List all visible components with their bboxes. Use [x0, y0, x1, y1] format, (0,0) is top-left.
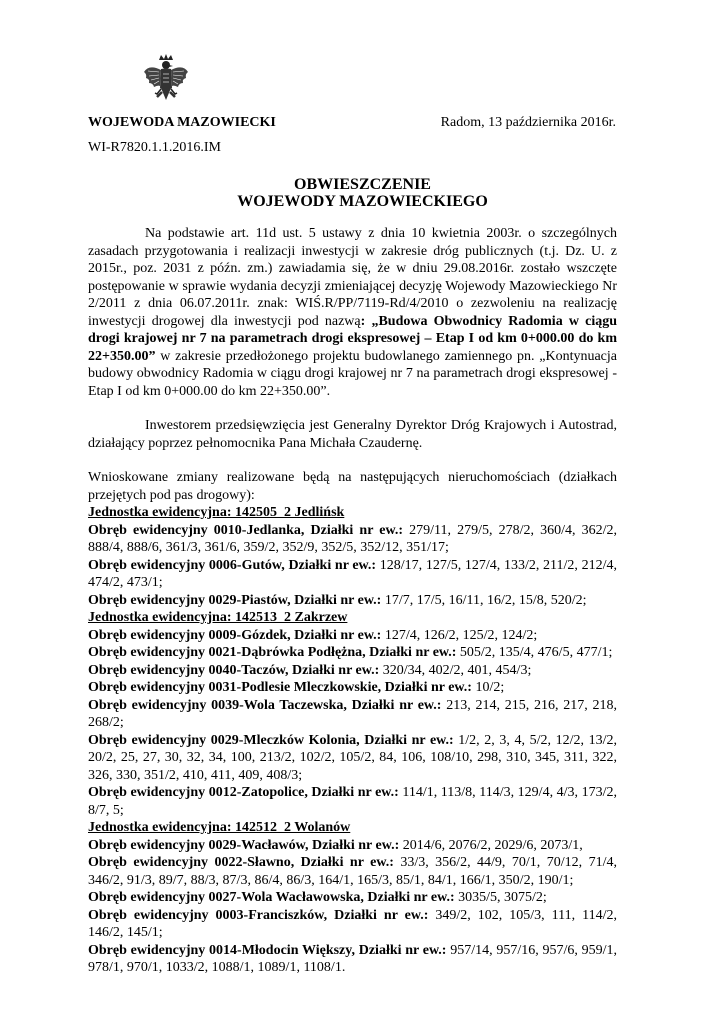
precinct-label: Obręb ewidencyjny 0003-Franciszków, Działki nr ew.: [88, 907, 429, 923]
plot-numbers: 2014/6, 2076/2, 2029/6, 2073/1, [399, 837, 583, 853]
plot-list-row [88, 907, 617, 942]
plot-list-row [88, 942, 617, 977]
document-title: OBWIESZCZENIE [294, 176, 431, 193]
plot-list-row [88, 837, 617, 855]
plot-numbers: 33/3, 356/2, 44/9, 70/1, 70/12, 71/4, 346/2, 91/3, 89/7, 88/3, 87/3, 86/4, 86/3, 164/1, 165/3, 85/1, 84/1, 166/1, 350/2, 190/1; [88, 855, 617, 888]
plot-list-row [88, 627, 617, 645]
plot-numbers: 349/2, 102, 105/3, 111, 114/2, 146/2, 145/1; [88, 907, 617, 940]
plot-list-row [88, 732, 617, 785]
plot-numbers: 114/1, 113/8, 114/3, 129/4, 4/3, 173/2, 8/7, 5; [88, 785, 617, 818]
unit-heading: Jednostka ewidencyjna: 142505_2 Jedlińsk [88, 505, 345, 520]
precinct-label: Obręb ewidencyjny 0039-Wola Taczewska, Działki nr ew.: [88, 697, 442, 713]
precinct-label: Obręb ewidencyjny 0027-Wola Wacławowska, Działki nr ew.: [88, 890, 455, 905]
reference-number: WI-R7820.1.1.2016.IM [88, 140, 221, 155]
plot-list-row [88, 522, 617, 557]
paragraph-text: Na podstawie art. 11d ust. 5 ustawy z dnia 10 kwietnia 2003r. o szczególnych zasadach przygotowania i realizacji inwestycji w zakresie dróg publicznych (t.j. Dz. U. z 2015r., poz. 2031 z późn. zm.) zawiadamia się, że w dniu 29.08.2016r. zostało wszczęte postępowanie w sprawie wydania decyzji zmieniającej decyzję Wojewody Mazowieckiego Nr 2/2011 z dnia 06.07.2011r. znak: WIŚ.R/PP/7119-Rd/4/2010 o zezwoleniu na realizację inwestycji drogowej dla inwestycji pod nazwą [88, 226, 617, 329]
plot-list-row [88, 679, 617, 697]
precinct-label: Obręb ewidencyjny 0040-Taczów, Działki nr ew.: [88, 662, 380, 678]
plot-list-row [88, 662, 617, 680]
plot-numbers: 1/2, 2, 3, 4, 5/2, 12/2, 13/2, 20/2, 25, 27, 30, 32, 34, 100, 213/2, 102/2, 105/2, 84, 106, 108/10, 298, 310, 345, 311, 322, 326, 330, 351/2, 410, 411, 409, 408/3; [88, 732, 617, 783]
eagle-emblem [143, 54, 189, 110]
plot-numbers: 128/17, 127/5, 127/4, 133/2, 211/2, 212/4, 474/2, 473/1; [88, 557, 617, 590]
plot-numbers: 957/14, 957/16, 957/6, 959/1, 978/1, 970/1, 1033/2, 1088/1, 1089/1, 1108/1. [88, 942, 617, 975]
document-subtitle: WOJEWODY MAZOWIECKIEGO [237, 193, 488, 210]
plot-numbers: 213, 214, 215, 216, 217, 218, 268/2; [88, 697, 618, 730]
place-date: Radom, 13 października 2016r. [440, 115, 616, 130]
plot-list-row [88, 854, 617, 889]
plot-list-row [88, 557, 617, 592]
precinct-label: Obręb ewidencyjny 0029-Mleczków Kolonia, Działki nr ew.: [88, 732, 454, 748]
plot-numbers: 505/2, 135/4, 476/5, 477/1; [456, 645, 613, 660]
plot-list-row [88, 644, 617, 662]
plot-numbers: 10/2; [471, 680, 505, 695]
investment-name: : „Budowa Obwodnicy Radomia w ciągu drogi krajowej nr 7 na parametrach drogi ekspresowej – Etap I od km 0+000.00 do km 22+350.00” [88, 313, 618, 364]
unit-heading: Jednostka ewidencyjna: 142512_2 Wolanów [88, 820, 351, 835]
precinct-label: Obręb ewidencyjny 0010-Jedlanka, Działki nr ew.: [88, 522, 403, 538]
unit-heading: Jednostka ewidencyjna: 142513_2 Zakrzew [88, 610, 348, 625]
plot-numbers: 3035/5, 3075/2; [454, 890, 547, 905]
precinct-label: Obręb ewidencyjny 0029-Piastów, Działki nr ew.: [88, 592, 382, 608]
precinct-label: Obręb ewidencyjny 0031-Podlesie Mleczkowskie, Działki nr ew.: [88, 680, 472, 695]
paragraph-investor: Inwestorem przedsięwzięcia jest Generalny Dyrektor Dróg Krajowych i Autostrad, działający poprzez pełnomocnika Pana Michała Czaudernę. [88, 418, 617, 451]
precinct-label: Obręb ewidencyjny 0022-Sławno, Działki nr ew.: [88, 855, 394, 870]
precinct-label: Obręb ewidencyjny 0012-Zatopolice, Działki nr ew.: [88, 785, 399, 800]
plot-list-row [88, 592, 617, 610]
precinct-label: Obręb ewidencyjny 0029-Wacławów, Działki nr ew.: [88, 837, 400, 853]
precinct-label: Obręb ewidencyjny 0021-Dąbrówka Podłężna, Działki nr ew.: [88, 645, 457, 660]
paragraph-text: w zakresie przedłożonego projektu budowlanego zamiennego pn. „Kontynuacja budowy obwodnicy Radomia w ciągu drogi krajowej nr 7 na parametrach drogi ekspresowej - Etap I od km 0+000.00 do km 22+350.00”. [88, 348, 617, 399]
plot-list-row [88, 697, 617, 732]
plot-numbers: 17/7, 17/5, 16/11, 16/2, 15/8, 520/2; [381, 592, 587, 608]
plot-list-row [88, 889, 617, 907]
plot-numbers: 320/34, 402/2, 401, 454/3; [379, 662, 532, 678]
plot-numbers: 279/11, 279/5, 278/2, 360/4, 362/2, 888/4, 888/6, 361/3, 361/6, 359/2, 352/9, 352/5, 352/12, 351/17; [88, 522, 617, 555]
paragraph-properties-intro: Wnioskowane zmiany realizowane będą na następujących nieruchomościach (działkach przejętych pod pas drogowy): [88, 470, 617, 503]
document-body [88, 225, 617, 977]
paragraph-legal-basis [88, 225, 617, 400]
plot-list-row [88, 784, 617, 819]
authority-name: WOJEWODA MAZOWIECKI [88, 115, 276, 130]
precinct-label: Obręb ewidencyjny 0009-Gózdek, Działki nr ew.: [88, 627, 382, 643]
precinct-label: Obręb ewidencyjny 0014-Młodocin Większy, Działki nr ew.: [88, 942, 447, 958]
precinct-label: Obręb ewidencyjny 0006-Gutów, Działki nr ew.: [88, 557, 377, 573]
plot-numbers: 127/4, 126/2, 125/2, 124/2; [381, 627, 538, 643]
property-units [88, 504, 617, 977]
